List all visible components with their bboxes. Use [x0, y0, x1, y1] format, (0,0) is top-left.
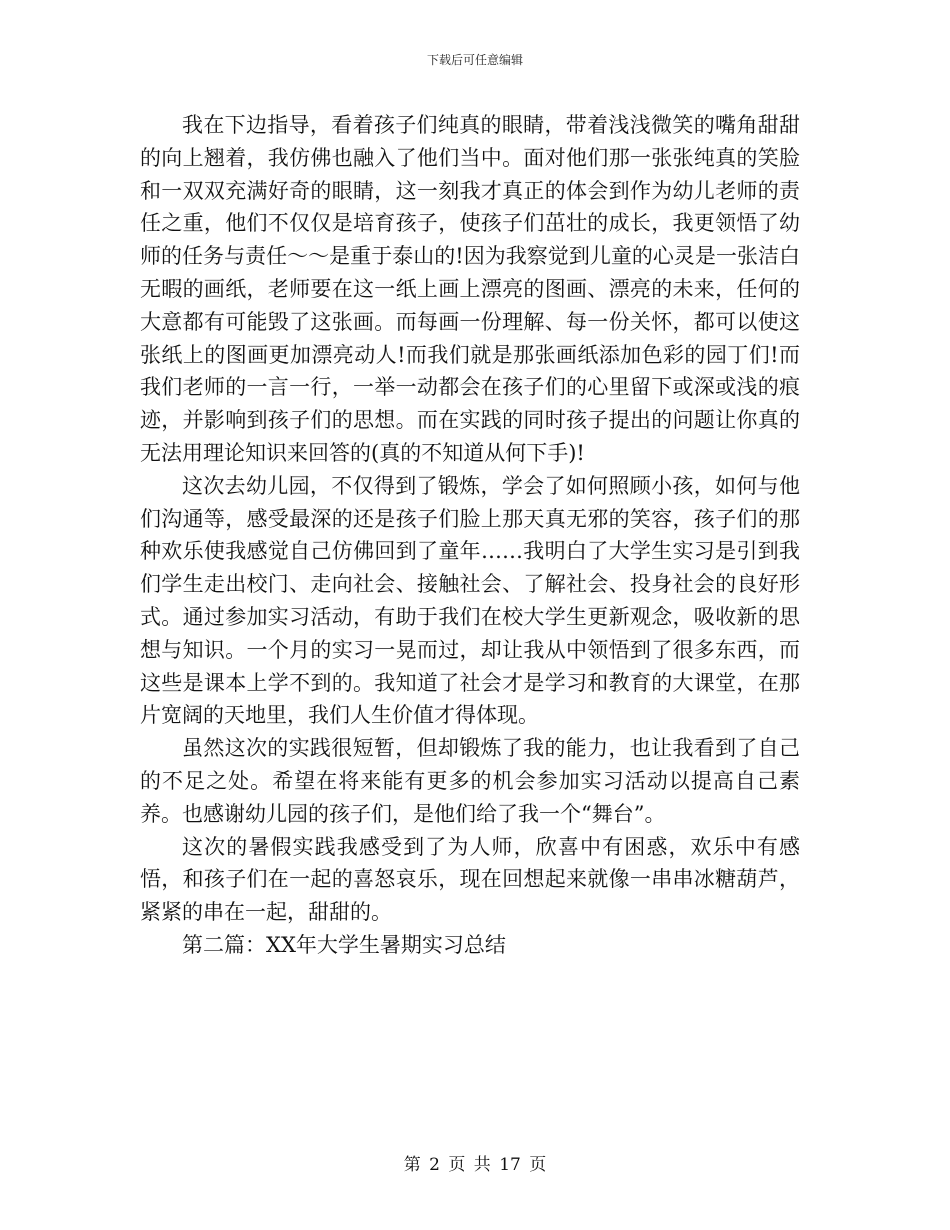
- paragraph-2: 这次去幼儿园，不仅得到了锻炼，学会了如何照顾小孩，如何与他们沟通等，感受最深的还是孩子们脸上那天真无邪的笑容，孩子们的那种欢乐使我感觉自己仿佛回到了童年……我明白了大学生实习是引到我们学生走出校门、走向社会、接触社会、了解社会、投身社会的良好形式。通过参加实习活动，有助于我们在校大学生更新观念，吸收新的思想与知识。一个月的实习一晃而过，却让我从中领悟到了很多东西，而这些是课本上学不到的。我知道了社会才是学习和教育的大课堂，在那片宽阔的天地里，我们人生价值才得体现。: [140, 473, 800, 728]
- document-body: [140, 109, 800, 962]
- paragraph-4: 这次的暑假实践我感受到了为人师，欣喜中有困惑，欢乐中有感悟，和孩子们在一起的喜怒哀乐，现在回想起来就像一串串冰糖葫芦，紧紧的串在一起，甜甜的。: [140, 834, 800, 925]
- paragraph-3: 虽然这次的实践很短暂，但却锻炼了我的能力，也让我看到了自己的不足之处。希望在将来能有更多的机会参加实习活动以提高自己素养。也感谢幼儿园的孩子们，是他们给了我一个“舞台”。: [140, 736, 800, 826]
- page-header: 下载后可任意编辑: [426, 53, 523, 67]
- page-number-footer: 第 2 页 共 17 页: [403, 1155, 547, 1175]
- paragraph-1: 我在下边指导，看着孩子们纯真的眼睛，带着浅浅微笑的嘴角甜甜的向上翘着，我仿佛也融入了他们当中。面对他们那一张张纯真的笑脸和一双双充满好奇的眼睛，这一刻我才真正的体会到作为幼儿老师的责任之重，他们不仅仅是培育孩子，使孩子们茁壮的成长，我更领悟了幼师的任务与责任～～是重于泰山的!因为我察觉到儿童的心灵是一张洁白无暇的画纸，老师要在这一纸上画上漂亮的图画、漂亮的未来，任何的大意都有可能毁了这张画。而每画一份理解、每一份关怀，都可以使这张纸上的图画更加漂亮动人!而我们就是那张画纸添加色彩的园丁们!而我们老师的一言一行，一举一动都会在孩子们的心里留下或深或浅的痕迹，并影响到孩子们的思想。而在实践的同时孩子提出的问题让你真的无法用理论知识来回答的(真的不知道从何下手)!: [140, 113, 800, 465]
- section-heading: 第二篇：XX年大学生暑期实习总结: [182, 932, 506, 957]
